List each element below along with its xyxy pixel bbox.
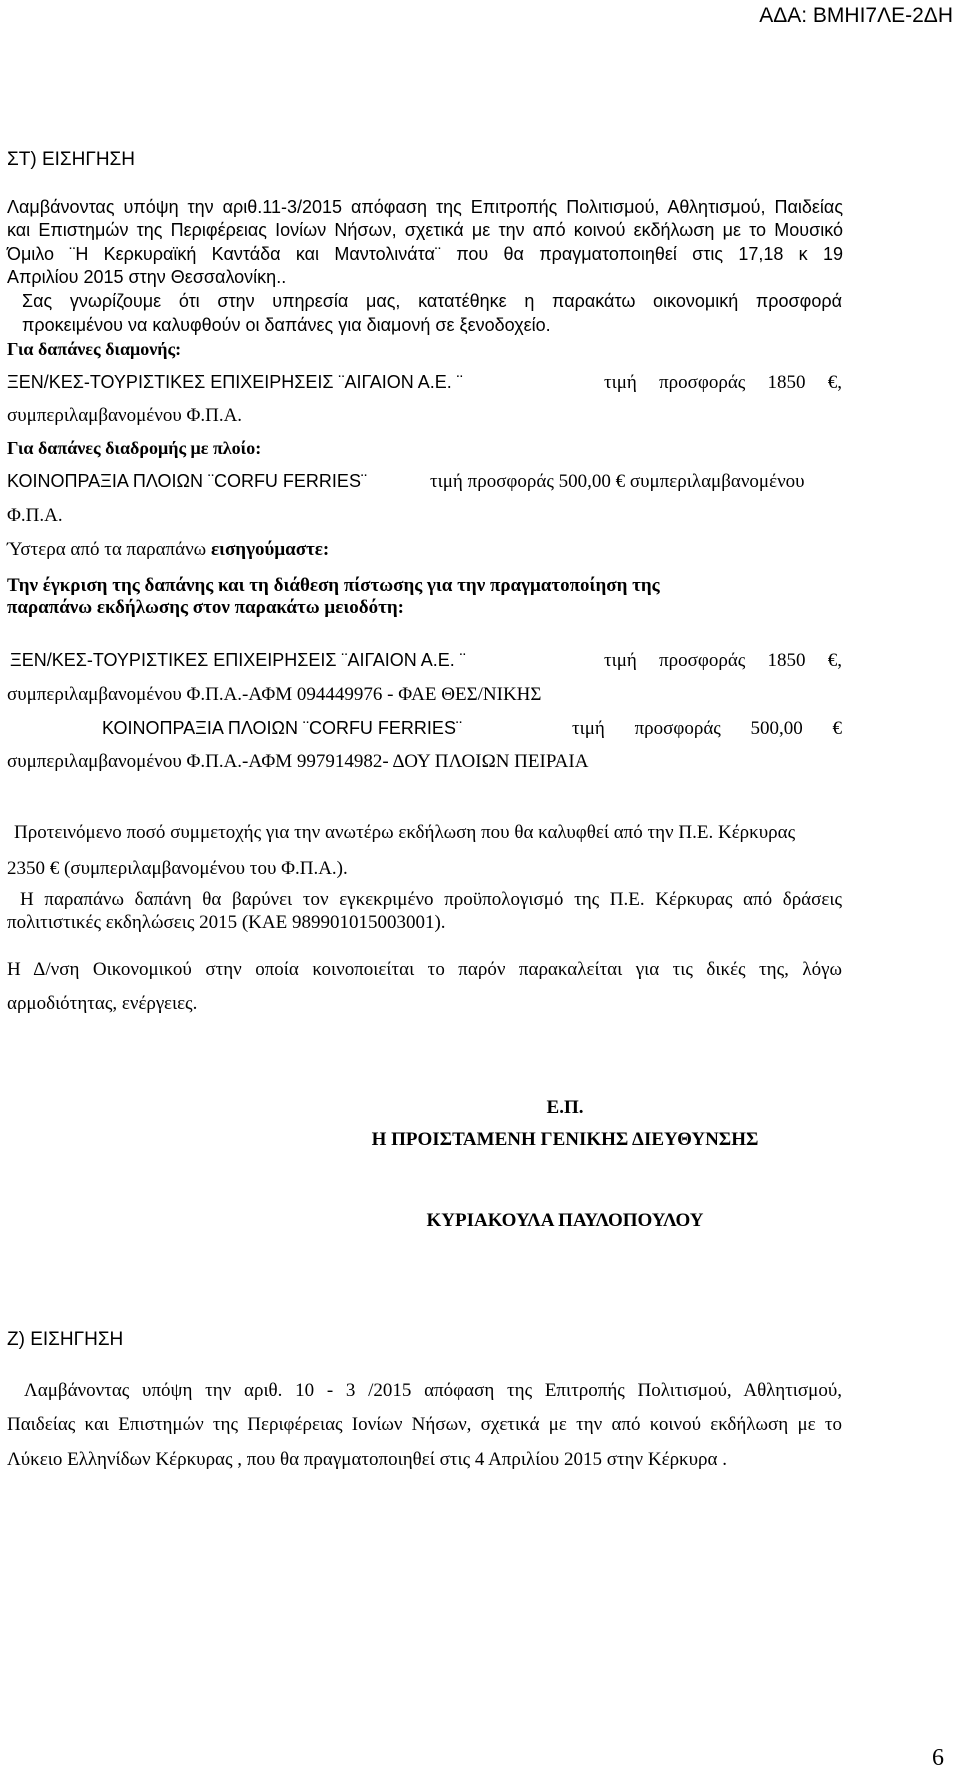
section-z-line: Παιδείας και Επιστημών της Περιφέρειας Ιονίων Νήσων, σχετικά με την από κοινού εκδήλωση με το [7, 1414, 842, 1435]
accommodation-price: τιμή προσφοράς 1850 €, [604, 372, 842, 393]
section-z-line: Λαμβάνοντας υπόψη την αριθ. 10 - 3 /2015 απόφαση της Επιτροπής Πολιτισμού, Αθλητισμού, [24, 1380, 842, 1401]
page-number: 6 [932, 1745, 944, 1771]
ada-code: ΑΔΑ: ΒΜΗΙ7ΛΕ-2ΔΗ [759, 4, 953, 27]
winner-1-price: τιμή προσφοράς 1850 €, [604, 650, 842, 671]
notice-line: Σας γνωρίζουμε ότι στην υπηρεσία μας, κατατέθηκε η παρακάτω οικονομική προσφορά [22, 291, 842, 311]
budget-line: Η παραπάνω δαπάνη θα βαρύνει τον εγκεκριμένο προϋπολογισμό της Π.Ε. Κέρκυρας από δράσεις [20, 889, 842, 910]
proposal-lead: Ύστερα από τα παραπάνω [7, 539, 207, 560]
ferry-heading: Για δαπάνες διαδρομής με πλοίο: [7, 438, 262, 458]
signature-name: ΚΥΡΙΑΚΟΥΛΑ ΠΑΥΛΟΠΟΥΛΟΥ [426, 1210, 704, 1231]
amount-line: Προτεινόμενο ποσό συμμετοχής για την ανωτέρω εκδήλωση που θα καλυφθεί από την Π.Ε. Κέρκυρας [14, 822, 796, 843]
ferry-price: τιμή προσφοράς 500,00 € συμπεριλαμβανομένου [430, 471, 805, 492]
directorate-line: Η Δ/νση Οικονομικού στην οποία κοινοποιείται το παρόν παρακαλείται για τις δικές της, λόγω [7, 959, 842, 980]
intro-line: Όμιλο ¨Η Κερκυραϊκή Καντάδα και Μαντολινάτα¨ που θα πραγματοποιηθεί στις 17,18 κ 19 [7, 244, 843, 264]
approval-line: παραπάνω εκδήλωσης στον παρακάτω μειοδότη: [7, 597, 404, 618]
winner-2-details: συμπεριλαμβανομένου Φ.Π.Α.-ΑΦΜ 997914982- ΔΟΥ ΠΛΟΙΩΝ ΠΕΙΡΑΙΑ [7, 751, 589, 772]
winner-1-company: ΞΕΝ/ΚΕΣ-ΤΟΥΡΙΣΤΙΚΕΣ ΕΠΙΧΕΙΡΗΣΕΙΣ ¨ΑΙΓΑΙΟΝ Α.Ε. ¨ [10, 650, 466, 670]
signature-role: Η ΠΡΟΙΣΤΑΜΕΝΗ ΓΕΝΙΚΗΣ ΔΙΕΥΘΥΝΣΗΣ [371, 1129, 759, 1150]
notice-line: προκειμένου να καλυφθούν οι δαπάνες για διαμονή σε ξενοδοχείο. [22, 315, 551, 335]
budget-line: πολιτιστικές εκδηλώσεις 2015 (ΚΑΕ 989901015003001). [7, 912, 446, 933]
section-st-title: ΣΤ) ΕΙΣΗΓΗΣΗ [7, 149, 136, 170]
approval-line: Την έγκριση της δαπάνης και τη διάθεση πίστωσης για την πραγματοποίηση της [7, 575, 660, 596]
intro-line: Απριλίου 2015 στην Θεσσαλονίκη.. [7, 267, 287, 287]
directorate-line: αρμοδιότητας, ενέργειες. [7, 993, 198, 1014]
intro-line: και Επιστημών της Περιφέρειας Ιονίων Νήσων, σχετικά με την από κοινού εκδήλωση με το Μουσικό [7, 220, 843, 240]
signature-ep: Ε.Π. [546, 1097, 584, 1118]
proposal-bold: εισηγούμαστε: [210, 539, 330, 560]
section-z-title: Ζ) ΕΙΣΗΓΗΣΗ [7, 1329, 124, 1350]
amount-line: 2350 € (συμπεριλαμβανομένου του Φ.Π.Α.). [7, 858, 348, 879]
ferry-vat: Φ.Π.Α. [7, 505, 63, 526]
winner-1-details: συμπεριλαμβανομένου Φ.Π.Α.-ΑΦΜ 094449976 - ΦΑΕ ΘΕΣ/ΝΙΚΗΣ [7, 684, 542, 705]
ferry-company: ΚΟΙΝΟΠΡΑΞΙΑ ΠΛΟΙΩΝ ¨CORFU FERRIES¨ [7, 471, 367, 491]
section-z-line: Λύκειο Ελληνίδων Κέρκυρας , που θα πραγματοποιηθεί στις 4 Απριλίου 2015 στην Κέρκυρα . [7, 1449, 727, 1470]
accommodation-company: ΞΕΝ/ΚΕΣ-ΤΟΥΡΙΣΤΙΚΕΣ ΕΠΙΧΕΙΡΗΣΕΙΣ ¨ΑΙΓΑΙΟΝ Α.Ε. ¨ [7, 372, 463, 392]
accommodation-vat: συμπεριλαμβανομένου Φ.Π.Α. [7, 405, 243, 426]
winner-2-price: τιμή προσφοράς 500,00 € [572, 718, 842, 739]
intro-line: Λαμβάνοντας υπόψη την αριθ.11-3/2015 απόφαση της Επιτροπής Πολιτισμού, Αθλητισμού, Παιδείας [7, 197, 843, 217]
accommodation-heading: Για δαπάνες διαμονής: [7, 339, 182, 359]
winner-2-company: ΚΟΙΝΟΠΡΑΞΙΑ ΠΛΟΙΩΝ ¨CORFU FERRIES¨ [102, 718, 462, 738]
proposal-line [7, 540, 329, 559]
